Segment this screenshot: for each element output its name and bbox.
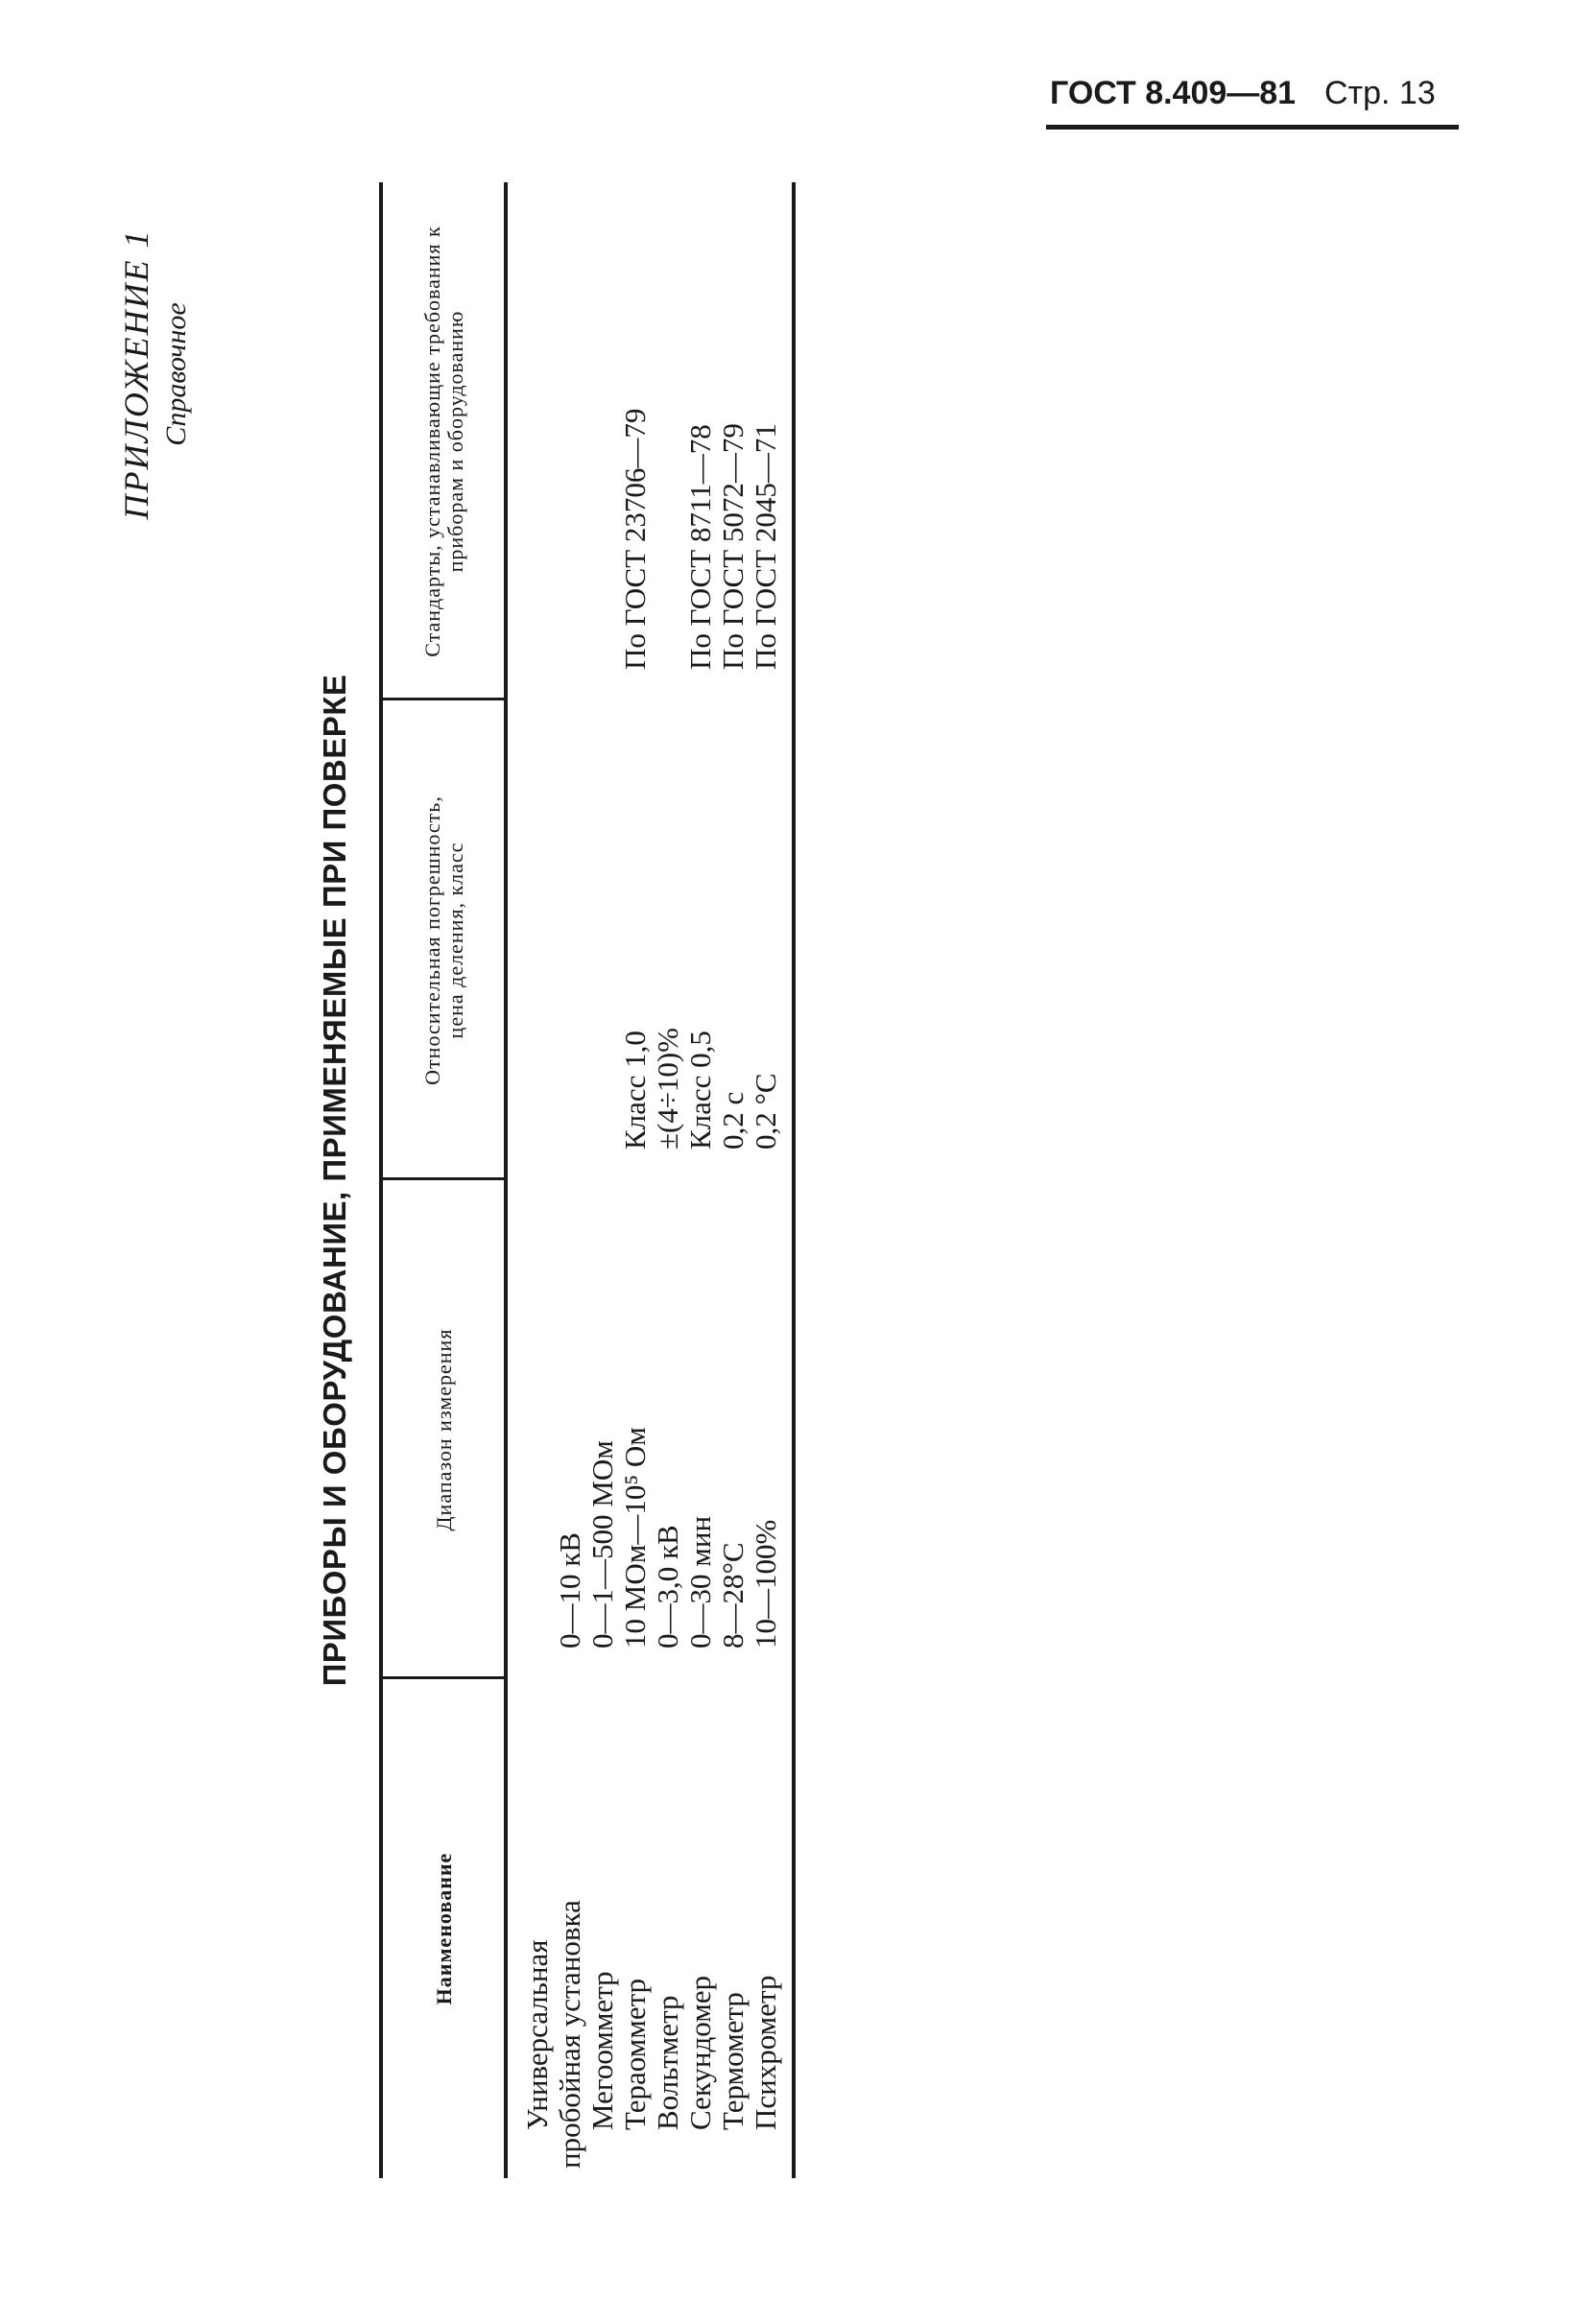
table-cell: [652, 409, 684, 670]
page-header: [1046, 73, 1468, 130]
document-number: ГОСТ 8.409—81: [1050, 75, 1297, 111]
header-standards: Стандарты, устанавливающие требования к приборам и оборудованию: [420, 225, 467, 657]
table-cell: По ГОСТ 2045—71: [749, 423, 782, 670]
header-name: Наименование: [432, 1852, 456, 2005]
table-cell: 8—28°С: [716, 1542, 750, 1648]
header-range: Диапазон измерения: [432, 1328, 456, 1531]
table-cell: 0—10 кВ: [553, 1532, 586, 1648]
table-cell: Психрометр: [749, 1975, 782, 2130]
table-cell: 0—1—500 МОм: [585, 1440, 619, 1648]
rotated-content: [115, 182, 845, 2178]
table-cell: По ГОСТ 5072—79: [716, 423, 750, 670]
table-cell: По ГОСТ 8711—78: [683, 424, 717, 670]
table-cell: Тераомметр: [618, 1978, 652, 2130]
standards-column: [619, 409, 782, 670]
table-cell: пробойная установка: [553, 1900, 586, 2169]
table-cell: 10 МОм—10⁵ Ом: [618, 1427, 652, 1648]
table-bottom-rule: [792, 182, 796, 2178]
table-cell: По ГОСТ 23706—79: [618, 408, 652, 670]
table-cell: 0,2 °С: [749, 1073, 782, 1150]
table-cell: Универсальная: [520, 1939, 554, 2130]
appendix-block: [115, 182, 196, 566]
table-header-rule: [504, 182, 508, 2178]
header-error: Относительная погрешность, цена деления, класс: [420, 795, 467, 1085]
header-rule: [1046, 125, 1459, 130]
appendix-label: ПРИЛОЖЕНИЕ 1: [117, 228, 155, 520]
table-cell: Секундомер: [683, 1975, 717, 2130]
table-cell: 0—30 мин: [683, 1515, 717, 1648]
errors-column: [619, 1028, 782, 1150]
table-cell: Класс 1,0: [618, 1031, 652, 1150]
table-cell: ±(4÷10)%: [651, 1028, 684, 1150]
table-cell: 0—3,0 кВ: [651, 1525, 684, 1648]
table-cell: Вольтметр: [651, 1995, 684, 2130]
table-title: ПРИБОРЫ И ОБОРУДОВАНИЕ, ПРИМЕНЯЕМЫЕ ПРИ ПОВЕРКЕ: [317, 674, 352, 1687]
table-cell: Термометр: [716, 1992, 750, 2130]
table-cell: 0,2 с: [716, 1091, 750, 1150]
ranges-column: [554, 1427, 782, 1648]
appendix-note: Справочное: [160, 302, 192, 446]
table-cell: Мегоомметр: [585, 1971, 619, 2130]
table-cell: 10—100%: [749, 1519, 782, 1648]
table-top-rule: [379, 182, 383, 2178]
page-number: Стр. 13: [1324, 75, 1436, 111]
table-cell: Класс 0,5: [683, 1031, 717, 1150]
names-column: [521, 1900, 782, 2169]
